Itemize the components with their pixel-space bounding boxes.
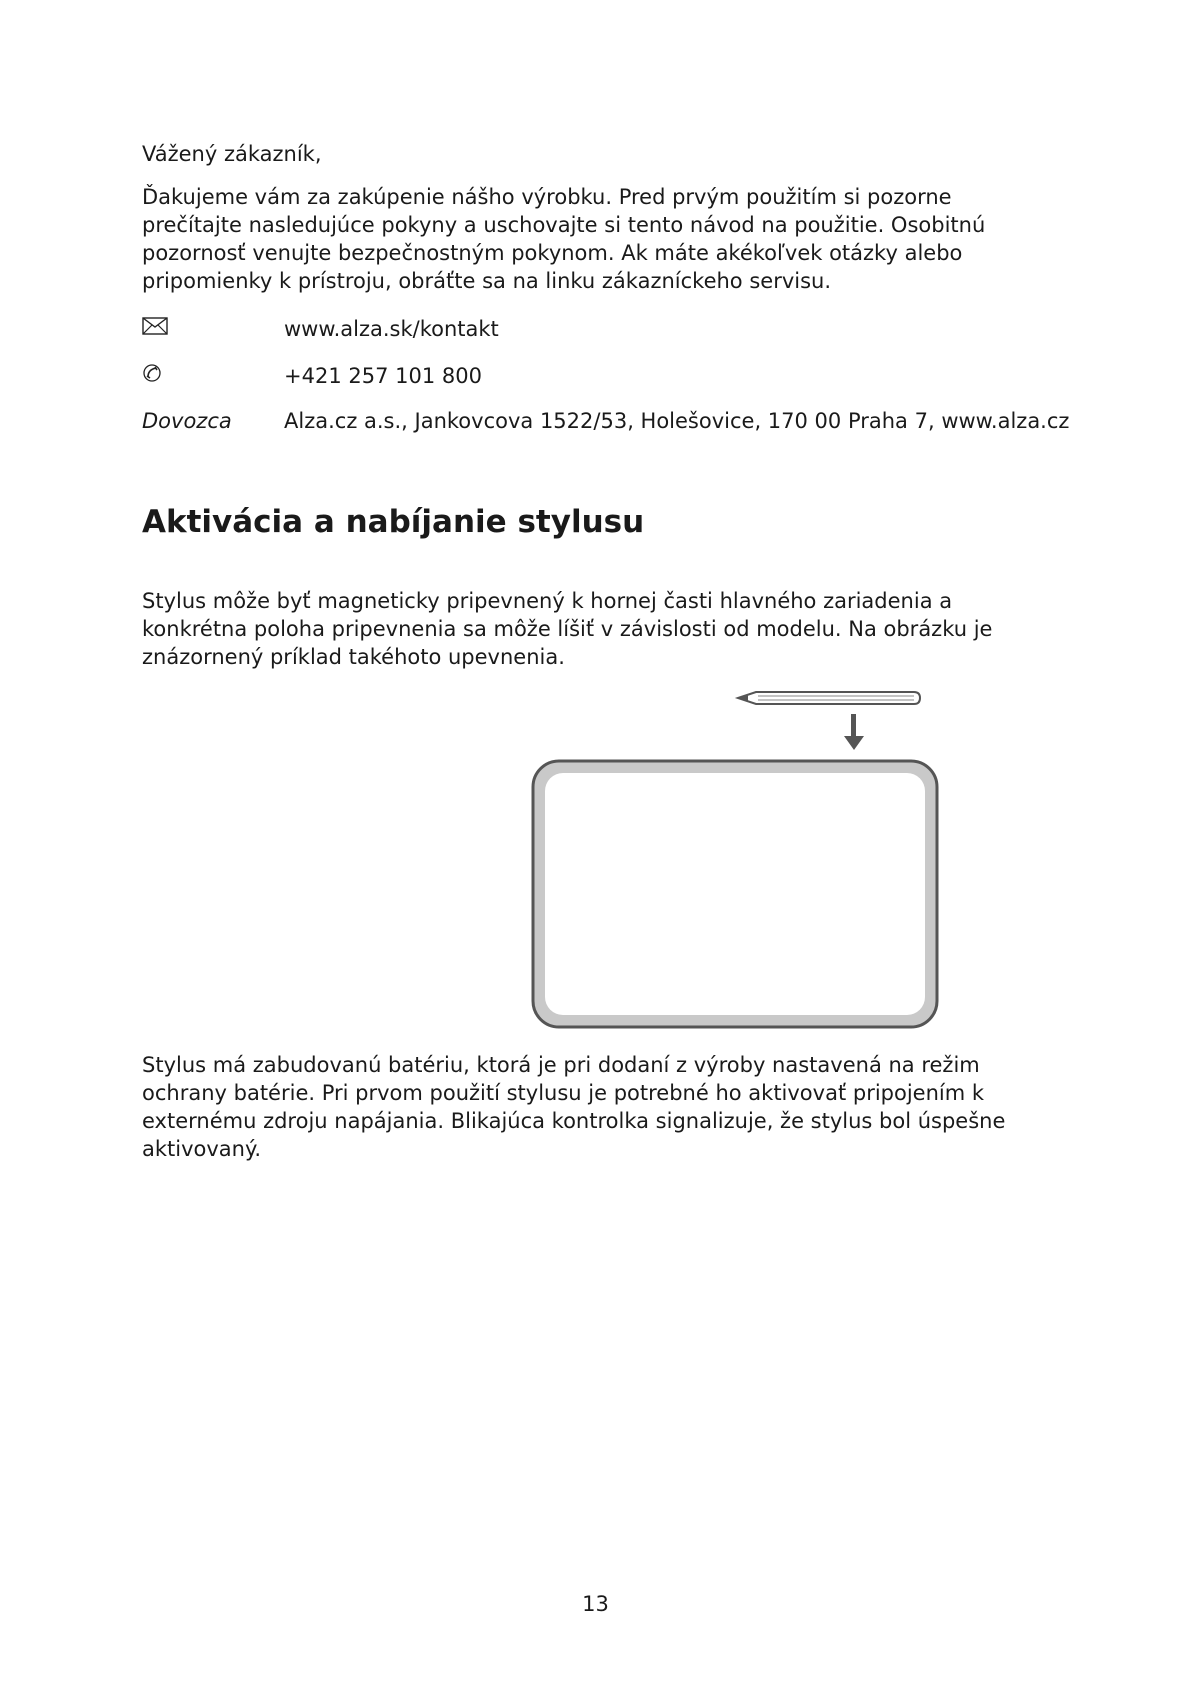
attach-paragraph: Stylus môže byť magneticky pripevnený k hornej časti hlavného zariadenia a konkrétna poloha pripevnenia sa môže líšiť v závislosti od modelu. Na obrázku je znázornený príklad takéhoto upevnenia. xyxy=(142,589,993,669)
stylus-icon xyxy=(738,692,920,704)
page-number: 13 xyxy=(582,1592,609,1616)
section-heading: Aktivácia a nabíjanie stylusu xyxy=(142,504,645,540)
battery-paragraph: Stylus má zabudovanú batériu, ktorá je pri dodaní z výroby nastavená na režim ochrany batérie. Pri prvom použití stylusu je potrebné ho aktivovať pripojením k externému zdroju napájania. Blikajúca kontrolka signalizuje, že stylus bol úspešne aktivovaný. xyxy=(142,1053,1006,1161)
contact-web-link[interactable]: www.alza.sk/kontakt xyxy=(284,317,499,341)
contact-web-row xyxy=(142,315,1062,343)
importer-row xyxy=(142,407,1070,435)
down-arrow-icon xyxy=(844,714,864,750)
phone-icon xyxy=(142,362,162,391)
importer-label: Dovozca xyxy=(142,409,232,433)
tablet-icon xyxy=(533,761,937,1027)
intro-paragraph: Ďakujeme vám za zakúpenie nášho výrobku. Pred prvým použitím si pozorne prečítajte nasledujúce pokyny a uschovajte si tento návod na použitie. Osobitnú pozornosť venujte bezpečnostným pokynom. Ak máte akékoľvek otázky alebo pripomienky k prístroju, obráťte sa na linku zákazníckeho servisu. xyxy=(142,185,986,293)
greeting: Vážený zákazník, xyxy=(142,142,322,166)
stylus-attachment-figure xyxy=(530,686,950,1036)
contact-phone-number[interactable]: +421 257 101 800 xyxy=(284,364,482,388)
importer-address: Alza.cz a.s., Jankovcova 1522/53, Holešovice, 170 00 Praha 7, www.alza.cz xyxy=(284,409,1070,433)
contact-phone-row xyxy=(142,362,1062,390)
envelope-icon xyxy=(142,315,168,343)
